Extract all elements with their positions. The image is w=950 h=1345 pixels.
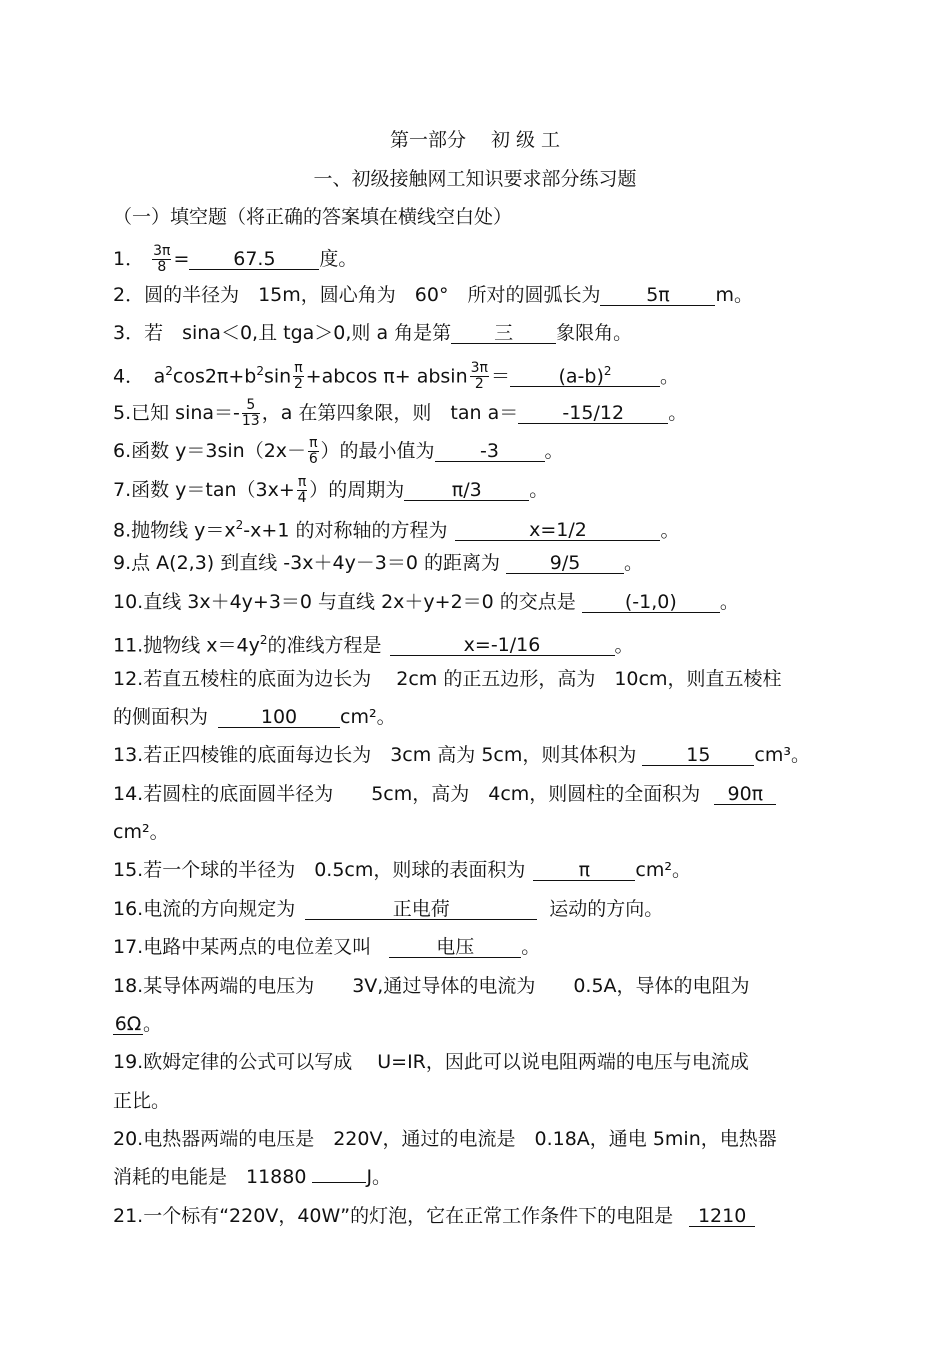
answer-blank[interactable]: (-1,0) [582, 592, 720, 613]
question-4: 4． $a^2\cos 2\pi+b^2\sin$ $\frac{\pi}{2}$ +abcos π+ absin $\frac{3\pi}{2}$ ＝ $(a-b)^2$ 。 [113, 360, 680, 393]
question-5: 5.已知 sina＝- $\frac{5}{13}$ ，a 在第四象限，则 tan a＝ -15/12 。 [113, 397, 688, 429]
question-16: 16.电流的方向规定为 正电荷 运动的方向。 [113, 898, 664, 920]
answer-blank[interactable]: 1210 [689, 1206, 755, 1227]
fraction: $\frac{\pi}{2}$ [293, 360, 303, 393]
question-20-line-1: 20.电热器两端的电压是 220V，通过的电流是 0.18A，通电 5min，电热器 [113, 1128, 777, 1150]
question-12-line-2: 的侧面积为 100 cm²。 [113, 706, 396, 728]
answer-blank[interactable]: x=-1/16 [390, 635, 615, 656]
answer-blank[interactable]: π [533, 860, 635, 881]
question-18-line-1: 18.某导体两端的电压为 3V,通过导体的电流为 0.5A，导体的电阻为 [113, 975, 750, 997]
answer-blank[interactable]: 15 [642, 745, 754, 766]
question-15: 15.若一个球的半径为 0.5cm，则球的表面积为 π cm²。 [113, 859, 691, 881]
question-7: 7.函数 y＝tan（3x+ $\frac{\pi}{4}$ ）的周期为 π/3 。 [113, 474, 549, 506]
answer-blank[interactable]: 9/5 [506, 553, 624, 574]
question-18-line-2: 6Ω。 [114, 1013, 163, 1035]
answer-blank[interactable] [312, 1182, 366, 1183]
answer-blank[interactable]: $(a-b)^2$ [510, 361, 660, 387]
question-8: 8.抛物线 $y=x^2-x+1$ 的对称轴的方程为 x=1/2 。 [113, 518, 680, 542]
answer-blank[interactable]: 90π [714, 784, 776, 805]
question-2: 2．圆的半径为 15m，圆心角为 60° 所对的圆弧长为 5π m。 [113, 284, 753, 306]
fraction: $\frac{3\pi}{8}$ [153, 243, 171, 275]
question-12-line-1: 12.若直五棱柱的底面为边长为 2cm 的正五边形，高为 10cm，则直五棱柱 [113, 668, 782, 690]
answer-blank[interactable]: 100 [218, 707, 340, 728]
answer-blank[interactable]: x=1/2 [455, 520, 660, 541]
fraction: $\frac{5}{13}$ [241, 397, 260, 429]
question-19-line-2: 正比。 [113, 1090, 171, 1112]
question-17: 17.电路中某两点的电位差又叫 电压 。 [113, 936, 541, 958]
question-14-line-1: 14.若圆柱的底面圆半径为 5cm，高为 4cm，则圆柱的全面积为 90π [113, 782, 776, 806]
question-13: 13.若正四棱锥的底面每边长为 3cm 高为 5cm，则其体积为 15 cm³。 [113, 744, 810, 766]
question-14-line-2: cm²。 [113, 821, 169, 843]
fraction: $\frac{3\pi}{2}$ [470, 360, 488, 393]
question-3: 3．若 sina＜0,且 tga＞0,则 a 角是第 三 象限角。 [113, 322, 633, 344]
answer-blank[interactable]: -15/12 [518, 403, 668, 424]
question-9: 9.点 A(2,3) 到直线 -3x＋4y－3＝0 的距离为 9/5 。 [113, 552, 644, 574]
q-number: 1． [113, 248, 145, 270]
question-19-line-1: 19.欧姆定律的公式可以写成 U=IR，因此可以说电阻两端的电压与电流成 [113, 1051, 749, 1073]
question-10: 10.直线 3x＋4y+3＝0 与直线 2x＋y+2＝0 的交点是 (-1,0) 。 [113, 591, 739, 613]
question-21: 21.一个标有“220V，40W”的灯泡，它在正常工作条件下的电阻是 1210 [113, 1204, 755, 1228]
answer-blank[interactable]: 电压 [389, 937, 521, 958]
question-20-line-2: 消耗的电能是 11880 J。 [113, 1166, 392, 1188]
answer-blank[interactable]: π/3 [404, 480, 529, 501]
fraction: $\frac{\pi}{4}$ [297, 474, 307, 506]
answer-blank[interactable]: 67.5 [189, 249, 319, 270]
question-11: 11.抛物线 $x=4y^2$的准线方程是 x=-1/16 。 [113, 633, 634, 657]
answer-blank[interactable]: -3 [435, 441, 545, 462]
question-6: 6.函数 y＝3sin（2x－ $\frac{\pi}{6}$ ）的最小值为 -3 。 [113, 435, 564, 467]
answer-blank[interactable]: 正电荷 [305, 899, 537, 920]
answer-blank[interactable]: 6Ω [114, 1013, 142, 1035]
part-title: 第一部分 初 级 工 [389, 129, 561, 151]
section-title: 一、初级接触网工知识要求部分练习题 [313, 168, 637, 190]
fraction: $\frac{\pi}{6}$ [308, 435, 318, 467]
answer-blank[interactable]: 三 [451, 323, 556, 344]
answer-blank[interactable]: 5π [600, 285, 715, 306]
question-1: 1． $\frac{3\pi}{8}$ = 67.5 度。 [113, 243, 358, 275]
subsection-title: （一）填空题（将正确的答案填在横线空白处） [113, 206, 513, 228]
